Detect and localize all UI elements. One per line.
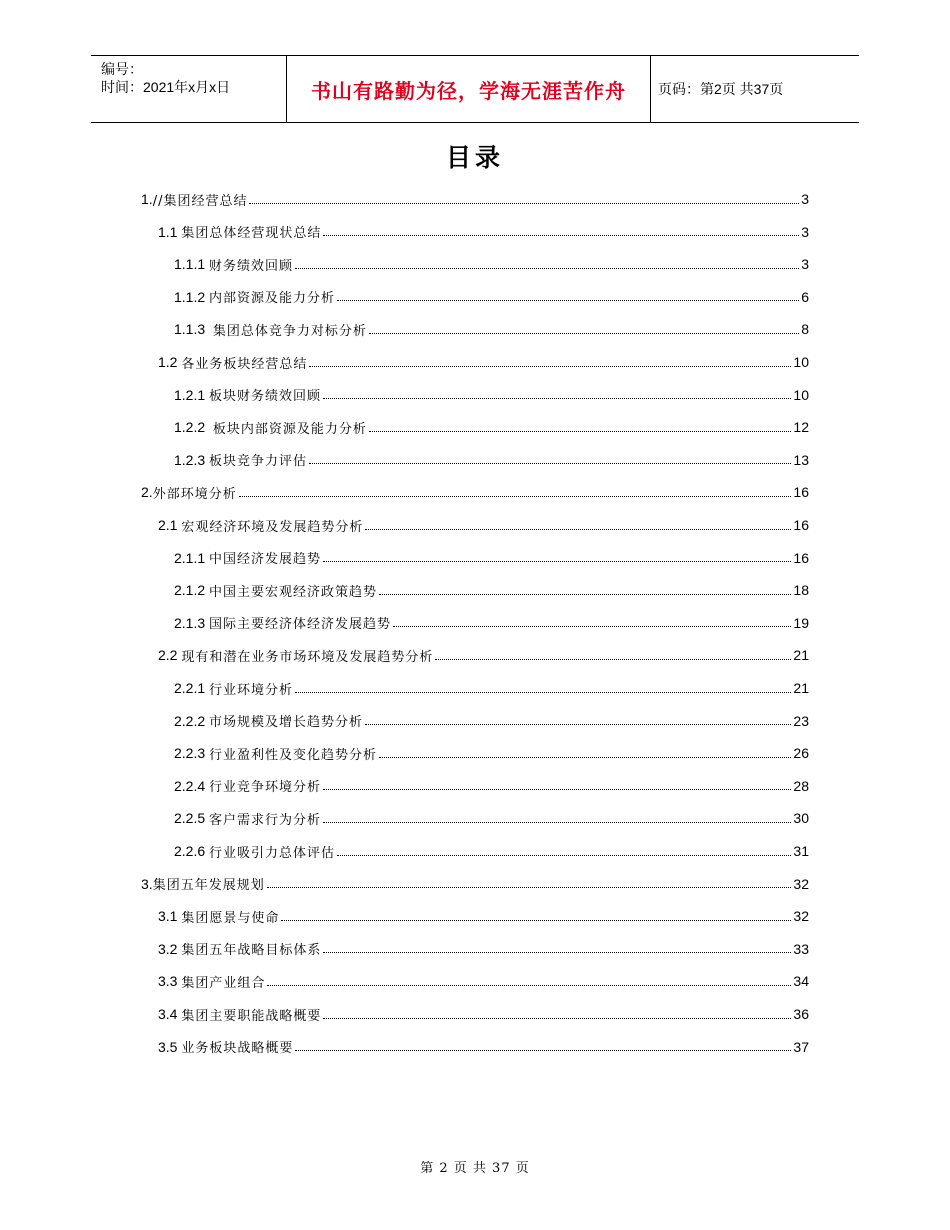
- toc-dot-leader: [337, 300, 799, 301]
- header-motto-cell: [286, 56, 651, 122]
- toc-entry[interactable]: [158, 346, 809, 378]
- toc-entry[interactable]: [174, 248, 809, 280]
- toc-entry-number: 1.2.3: [174, 451, 210, 468]
- toc-entry-title: 外部环境分析: [152, 486, 237, 502]
- toc-entry-title: 内部资源及能力分析: [209, 291, 336, 307]
- toc-entry[interactable]: [174, 574, 809, 606]
- toc-entry-number: 2.1.2: [174, 582, 210, 599]
- toc-title: 目录: [445, 143, 504, 172]
- toc-entry-title: 集团主要职能战略概要: [181, 1008, 322, 1024]
- toc-entry-number: 2.2.6: [174, 843, 210, 859]
- toc-entry-number: 1.2.1: [174, 386, 210, 403]
- toc-entry-title: 板块内部资源及能力分析: [212, 421, 367, 437]
- header-page-cell: [650, 56, 867, 122]
- toc-entry-page: 3: [801, 256, 809, 273]
- toc-entry-number: 3.1: [158, 908, 182, 925]
- toc-entry-title: 市场规模及增长趋势分析: [209, 715, 364, 731]
- toc-dot-leader: [295, 1050, 791, 1051]
- header-table: [91, 55, 859, 123]
- toc-entry-number: 2.2.4: [174, 777, 210, 794]
- toc-entry-page: 26: [793, 745, 809, 762]
- toc-entry-title: 行业盈利性及变化趋势分析: [209, 747, 378, 763]
- toc-entry-number: 2.2: [158, 647, 182, 664]
- toc-dot-leader: [323, 235, 799, 236]
- toc-entry-title: 集团五年发展规划: [152, 878, 265, 894]
- toc-entry-page: 16: [793, 484, 809, 501]
- toc-entry-page: 28: [793, 777, 809, 794]
- toc-entry-page: 12: [793, 419, 809, 436]
- toc-entry-page: 32: [793, 908, 809, 925]
- toc-entry[interactable]: [158, 900, 809, 932]
- toc-entry[interactable]: [174, 411, 809, 443]
- toc-dot-leader: [369, 333, 799, 334]
- toc-dot-leader: [369, 431, 791, 432]
- toc-entry-number: 2.: [141, 484, 153, 501]
- toc-entry-page: 18: [793, 582, 809, 599]
- toc-entry-title: 各业务板块经营总结: [181, 356, 308, 372]
- toc-entry-title: 行业环境分析: [209, 682, 294, 698]
- toc-entry[interactable]: [174, 672, 809, 704]
- toc-entry-page: 19: [793, 614, 809, 631]
- toc-entry-number: 3.: [141, 875, 153, 892]
- toc-entry-page: 3: [801, 223, 809, 240]
- toc-entry-number: 2.1: [158, 517, 182, 533]
- toc-entry-page: 36: [793, 1006, 809, 1022]
- toc-entry-number: 3.4: [158, 1006, 182, 1022]
- toc-entry[interactable]: [158, 216, 809, 248]
- toc-entry[interactable]: [141, 183, 809, 215]
- document-time-label: 时间：2021年x月x日: [101, 79, 231, 95]
- toc-entry[interactable]: [158, 1031, 809, 1063]
- toc-dot-leader: [365, 724, 791, 725]
- toc-entry-page: 23: [793, 712, 809, 729]
- toc-dot-leader: [295, 692, 791, 693]
- toc-entry[interactable]: [174, 737, 809, 769]
- toc-entry-title: 集团总体经营现状总结: [181, 226, 322, 242]
- toc-entry-title: 客户需求行为分析: [209, 812, 322, 828]
- toc-entry-title: 中国主要宏观经济政策趋势: [209, 584, 378, 600]
- toc-entry-number: 3.3: [158, 973, 182, 990]
- toc-dot-leader: [323, 398, 791, 399]
- toc-entry[interactable]: [174, 607, 809, 639]
- toc-dot-leader: [309, 463, 791, 464]
- toc-entry-number: 3.2: [158, 940, 182, 957]
- toc-entry[interactable]: [158, 933, 809, 965]
- header-motto: 书山有路勤为径，学海无涯苦作舟: [311, 78, 626, 103]
- toc-entry-page: 21: [793, 680, 809, 696]
- toc-entry-page: 34: [793, 973, 809, 990]
- toc-dot-leader: [295, 268, 799, 269]
- toc-entry-page: 8: [801, 321, 809, 338]
- toc-dot-leader: [323, 789, 791, 790]
- toc-entry-title: 财务绩效回顾: [209, 258, 294, 274]
- toc-entry-title: 国际主要经济体经济发展趋势: [209, 617, 392, 633]
- toc-entry-title: 行业竞争环境分析: [209, 780, 322, 796]
- toc-entry-page: 31: [793, 843, 809, 859]
- toc-entry-page: 10: [793, 354, 809, 370]
- toc-entry-page: 30: [793, 810, 809, 827]
- toc-entry[interactable]: [158, 509, 809, 541]
- toc-dot-leader: [365, 529, 791, 530]
- header-meta-cell: [91, 56, 286, 122]
- toc-dot-leader: [379, 594, 791, 595]
- toc-entry-page: 13: [793, 451, 809, 468]
- toc-dot-leader: [267, 887, 792, 888]
- toc-entry[interactable]: [174, 835, 809, 867]
- toc-dot-leader: [267, 985, 791, 986]
- page-footer: 第 2 页 共 37 页: [420, 1161, 530, 1176]
- toc-entry[interactable]: [174, 281, 809, 313]
- toc-entry-number: 1.1: [158, 223, 182, 240]
- toc-entry[interactable]: [174, 802, 809, 834]
- toc-entry-title: 业务板块战略概要: [181, 1041, 294, 1057]
- toc-entry[interactable]: [174, 542, 809, 574]
- toc-entry[interactable]: [158, 639, 809, 671]
- toc-entry[interactable]: [158, 965, 809, 997]
- toc-entry-number: 3.5: [158, 1038, 182, 1055]
- toc-dot-leader: [323, 1018, 791, 1019]
- toc-entry-page: 16: [793, 549, 809, 566]
- toc-entry[interactable]: [141, 868, 809, 900]
- toc-entry-title: 集团愿景与使命: [181, 910, 280, 926]
- toc-dot-leader: [281, 920, 791, 921]
- toc-entry[interactable]: [174, 444, 809, 476]
- toc-entry-title: 现有和潜在业务市场环境及发展趋势分析: [181, 649, 434, 665]
- toc-entry-title: 中国经济发展趋势: [209, 552, 322, 568]
- toc-entry-title: //集团经营总结: [152, 193, 248, 209]
- toc-entry-title: 集团总体竞争力对标分析: [212, 323, 367, 339]
- toc-entry-page: 6: [801, 288, 809, 305]
- toc-entry[interactable]: [158, 998, 809, 1030]
- toc-entry-page: 10: [793, 386, 809, 403]
- toc-entry[interactable]: [174, 770, 809, 802]
- toc-entry-number: 1.2.2: [174, 419, 213, 436]
- toc-entry-number: 2.2.5: [174, 810, 210, 827]
- toc-entry-title: 板块竞争力评估: [209, 454, 308, 470]
- toc-entry-page: 21: [793, 647, 809, 664]
- toc-dot-leader: [239, 496, 792, 497]
- toc-entry-title: 集团五年战略目标体系: [181, 943, 322, 959]
- toc-entry-page: 32: [793, 875, 809, 892]
- toc-entry-page: 16: [793, 517, 809, 533]
- toc-entry[interactable]: [174, 379, 809, 411]
- toc-dot-leader: [309, 366, 791, 367]
- toc-entry[interactable]: [174, 705, 809, 737]
- toc-entry-page: 37: [793, 1038, 809, 1055]
- toc-dot-leader: [323, 822, 791, 823]
- toc-entry-number: 1.: [141, 191, 153, 207]
- toc-entry-number: 2.1.1: [174, 549, 210, 566]
- toc-entry-number: 1.1.2: [174, 288, 210, 305]
- toc-entry-title: 集团产业组合: [181, 975, 266, 991]
- toc-entry-page: 3: [801, 191, 809, 207]
- toc-entry[interactable]: [174, 313, 809, 345]
- toc-entry-number: 2.2.2: [174, 712, 210, 729]
- toc-entry-number: 1.2: [158, 354, 182, 370]
- toc-dot-leader: [337, 855, 791, 856]
- toc-dot-leader: [435, 659, 791, 660]
- toc-dot-leader: [393, 626, 791, 627]
- toc-dot-leader: [323, 952, 791, 953]
- toc-entry-title: 宏观经济环境及发展趋势分析: [181, 519, 364, 535]
- toc-entry-number: 2.2.1: [174, 680, 210, 696]
- toc-dot-leader: [249, 203, 799, 204]
- toc-dot-leader: [323, 561, 791, 562]
- toc-entry-number: 2.1.3: [174, 614, 210, 631]
- toc-entry-title: 行业吸引力总体评估: [209, 845, 336, 861]
- toc-entry-number: 1.1.1: [174, 256, 210, 273]
- toc-dot-leader: [379, 757, 791, 758]
- header-page-info: 页码：第2页 共37页: [658, 81, 784, 97]
- toc-entry-number: 2.2.3: [174, 745, 210, 762]
- toc-entry-page: 33: [793, 940, 809, 957]
- toc-entry-number: 1.1.3: [174, 321, 213, 338]
- document-code-label: 编号：: [101, 61, 143, 77]
- toc-entry-title: 板块财务绩效回顾: [209, 389, 322, 405]
- toc-entry[interactable]: [141, 476, 809, 508]
